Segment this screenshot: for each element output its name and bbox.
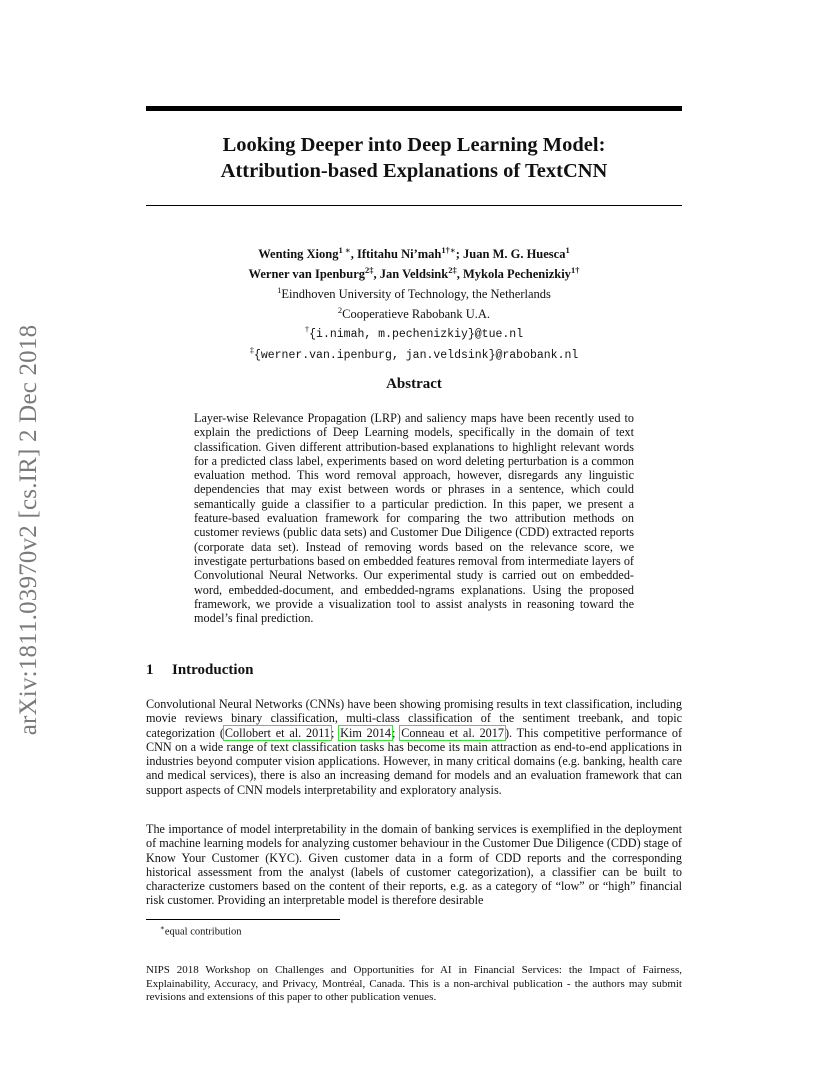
title-line-1: Looking Deeper into Deep Learning Model: [222, 134, 606, 156]
section-number: 1 [146, 662, 154, 678]
author-line-2 [146, 263, 682, 283]
affiliation-mark: 2 [337, 304, 343, 315]
paragraph-text: Convolutional Neural Networks (CNNs) have been showing promising results in text classification, including movie reviews binary classification, multi-class classification of the sentiment treebank, and topic categorization ( [146, 697, 682, 740]
author-mark: 1† [570, 264, 580, 275]
author-name: Werner van Ipenburg [248, 267, 365, 282]
email-text: {werner.van.ipenburg, jan.veldsink}@rabobank.nl [253, 349, 579, 363]
footnote-text: equal contribution [164, 926, 242, 938]
footnote-rule [146, 919, 340, 920]
author-name: Wenting Xiong [258, 247, 339, 262]
paper-title [146, 132, 682, 184]
email-mark: ‡ [249, 345, 254, 356]
citation-link[interactable]: Kim 2014 [340, 725, 391, 740]
author-name: , Mykola Pechenizkiy [456, 267, 571, 282]
affiliation-1 [146, 283, 682, 303]
email-line-1 [146, 322, 682, 343]
email-text: {i.nimah, m.pechenizkiy}@tue.nl [309, 328, 524, 342]
affiliation-2 [146, 303, 682, 323]
intro-paragraph-2: The importance of model interpretability in the domain of banking services is exemplified in the deployment of machine learning models for analyzing customer behaviour in the Customer Due Diligence (CDD) stage of Know Your Customer (KYC). Given customer data in a form of CDD reports and the corresponding historical assessment from the analyst (labels of customer categorization), a classifier can be built to characterize customers based on the content of their reports, e.g. as a category of “low” or “high” financial risk customer. Providing an interpretable model is therefore desirable [146, 822, 682, 908]
arxiv-id: arXiv:1811.03970v2 [cs.IR] 2 Dec 2018 [15, 324, 42, 736]
section-title: Introduction [172, 662, 254, 678]
citation-separator: ; [392, 725, 401, 740]
author-mark: 1 [565, 245, 570, 255]
author-mark: 1 ∗ [338, 245, 351, 255]
author-block [146, 243, 682, 364]
venue-note: NIPS 2018 Workshop on Challenges and Opportunities for AI in Financial Services: the Impact of Fairness, Explainability, Accuracy, and Privacy, Montréal, Canada. This is a non-archival publication - the authors may submit revisions and extensions of this paper to other publication venues. [146, 964, 682, 1003]
section-heading-introduction [146, 662, 253, 679]
title-top-rule [146, 106, 682, 111]
citation-link[interactable]: Collobert et al. 2011 [224, 725, 330, 740]
affiliation-text: Eindhoven University of Technology, the Netherlands [281, 286, 551, 301]
abstract-heading: Abstract [386, 376, 442, 392]
affiliation-text: Cooperatieve Rabobank U.A. [342, 306, 491, 321]
email-mark: † [304, 324, 310, 335]
author-name: ; Juan M. G. Huesca [455, 247, 566, 262]
citation-link[interactable]: Conneau et al. 2017 [401, 725, 504, 740]
intro-paragraph-1 [146, 697, 682, 797]
paragraph-text: ). This competitive performance of CNN on a wide range of text classification tasks has become its main attraction as end-to-end applications in industries beyond computer vision applications. However, in many critical domains (e.g. banking, health care and medical services), there is also an increasing demand for models and an evaluation framework that can support aspects of CNN models interpretability and exploratory analysis. [146, 725, 683, 797]
footnote [160, 923, 242, 938]
citation-separator: ; [330, 725, 340, 740]
arxiv-stamp [14, 300, 44, 760]
author-mark: 1†∗ [441, 245, 456, 255]
author-name: , Jan Veldsink [373, 267, 449, 282]
email-line-2 [146, 343, 682, 364]
title-line-2: Attribution-based Explanations of TextCNN [220, 160, 608, 182]
affiliation-mark: 1 [277, 284, 282, 295]
author-line-1 [146, 243, 682, 263]
author-name: , Iftitahu Ni’mah [350, 247, 442, 262]
abstract-text: Layer-wise Relevance Propagation (LRP) and saliency maps have been recently used to explain the predictions of Deep Learning models, specifically in the domain of text classification. Given different attribution-based explanations to highlight relevant words for a predicted class label, experiments based on word deleting perturbation is a common evaluation method. This word removal approach, however, disregards any linguistic dependencies that may exist between words or phrases in a sentence, which could semantically guide a classifier to a particular prediction. In this paper, we present a feature-based evaluation framework for comparing the two attribution methods on customer reviews (public data sets) and Customer Due Diligence (CDD) extracted reports (corporate data set). Instead of removing words based on the relevance score, we investigate perturbations based on embedded features removal from intermediate layers of Convolutional Neural Networks. Our experimental study is carried out on embedded-word, embedded-document, and embedded-ngrams explanations. Using the proposed framework, we provide a visualization tool to assist analysts in reasoning toward the model’s final prediction. [194, 411, 634, 626]
author-mark: 2‡ [448, 264, 457, 275]
footnote-mark: ∗ [160, 924, 165, 932]
author-mark: 2‡ [365, 264, 374, 275]
title-bottom-rule [146, 205, 682, 206]
